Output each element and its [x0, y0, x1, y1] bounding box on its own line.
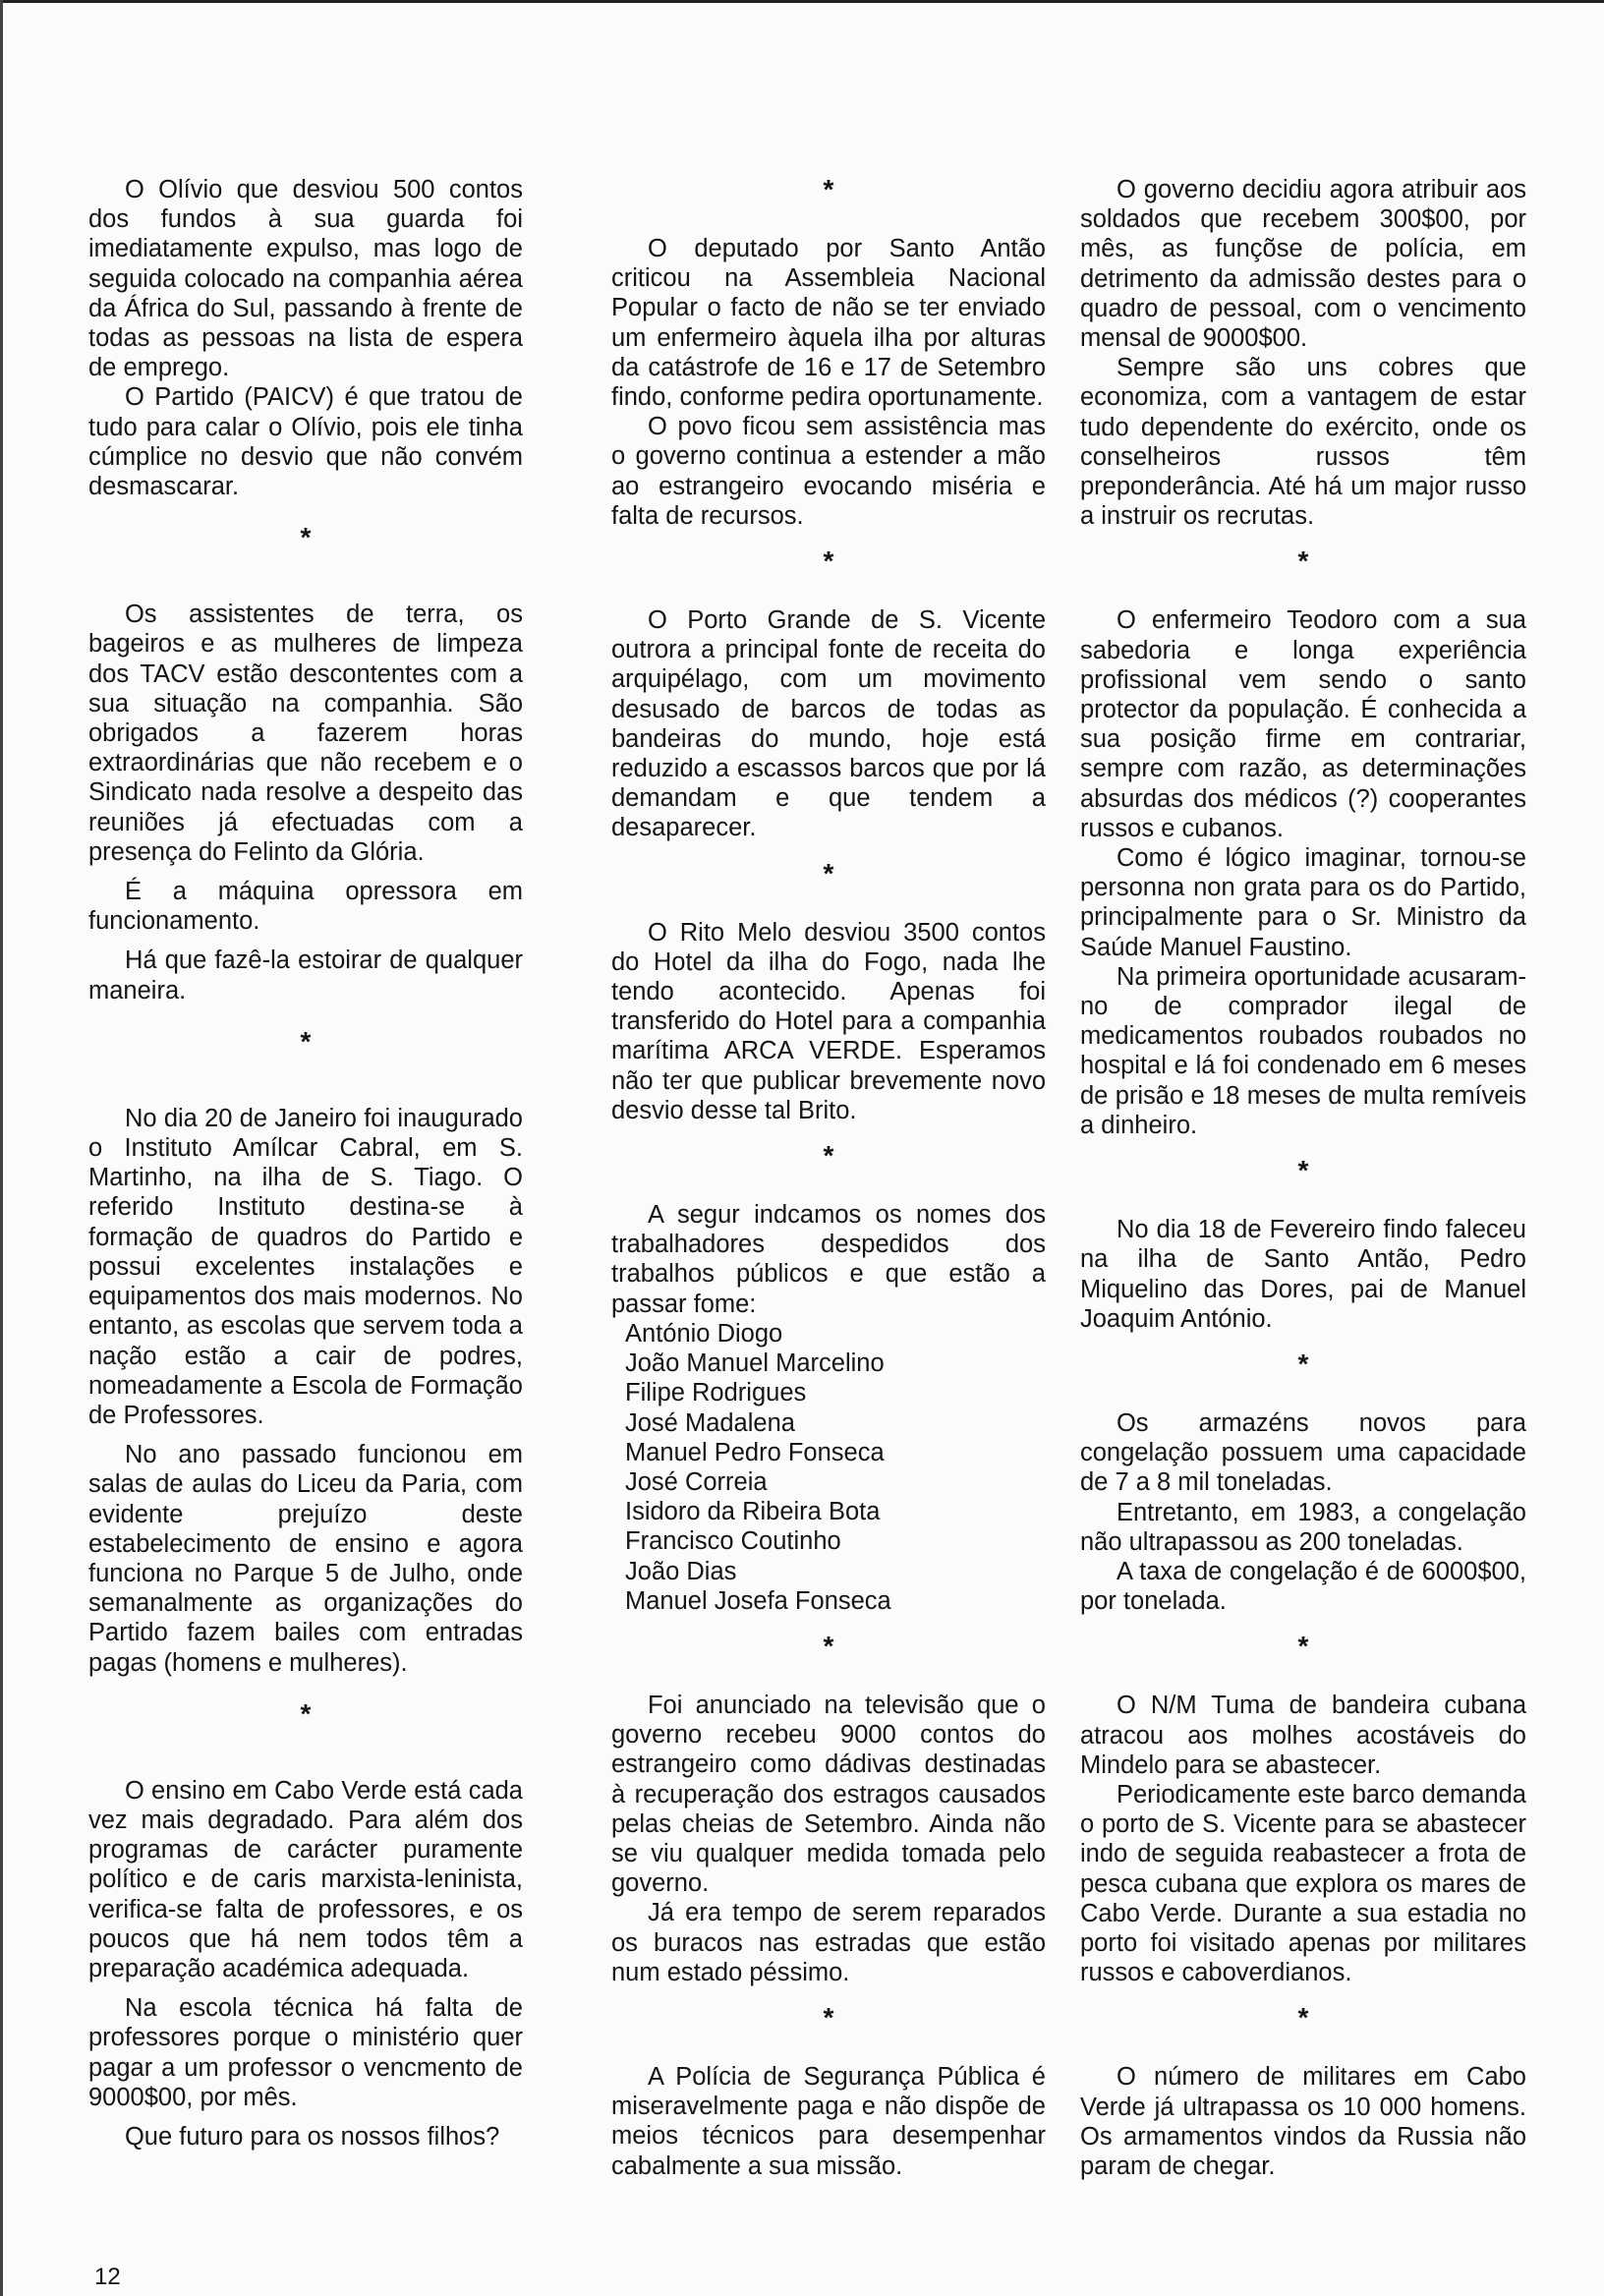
- section-separator: *: [823, 1630, 834, 1661]
- section-separator: *: [823, 857, 834, 889]
- page-left-rule: [0, 0, 3, 2296]
- article-paragraph: Entretanto, em 1983, a congelação não ultrapassou as 200 toneladas.: [1080, 1498, 1526, 1556]
- list-item: Francisco Coutinho: [625, 1527, 841, 1556]
- article-paragraph: Como é lógico imaginar, tornou-se personna non grata para os do Partido, principalmente para o Sr. Ministro da Saúde Manuel Faustino.: [1080, 844, 1526, 961]
- article-paragraph: Sempre são uns cobres que economiza, com a vantagem de estar tudo dependente do exército, onde os conselheiros russos têm preponderância. Até há um major russo a instruir os recrutas.: [1080, 354, 1526, 531]
- article-paragraph: O governo decidiu agora atribuir aos soldados que recebem 300$00, por mês, as funçõse de polícia, em detrimento da admissão destes para o quadro de pessoal, com o vencimento mensal de 9000$00.: [1080, 176, 1526, 353]
- list-item: José Madalena: [625, 1408, 795, 1437]
- list-item: João Manuel Marcelino: [625, 1349, 885, 1378]
- article-paragraph: O enfermeiro Teodoro com a sua sabedoria e longa experiência profissional vem sendo o santo protector da população. É conhecida a sua posição firme em contrariar, sempre com razão, as determinações absurdas dos médicos (?) cooperantes russos e cubanos.: [1080, 606, 1526, 842]
- article-paragraph: O deputado por Santo Antão criticou na Assembleia Nacional Popular o facto de não se ter enviado um enfermeiro àquela ilha por alturas da catástrofe de 16 e 17 de Setembro findo, conforme pedira oportunamente.: [611, 235, 1046, 412]
- column-2: [611, 175, 1046, 2181]
- list-item: José Correia: [625, 1467, 768, 1496]
- article-paragraph: Os assistentes de terra, os bageiros e as mulheres de limpeza dos TACV estão descontentes com a sua situação na companhia. São obrigados a fazerem horas extraordinárias que não recebem e o Sindicato nada resolve a despeito das reuniões já efectuadas com a presença do Felinto da Glória.: [88, 601, 523, 866]
- page-top-rule: [0, 0, 1604, 3]
- list-item: Isidoro da Ribeira Bota: [625, 1498, 881, 1526]
- section-separator: *: [1297, 2002, 1309, 2034]
- article-paragraph: É a máquina opressora em funcionamento.: [88, 878, 523, 936]
- dismissed-workers-list: [611, 1319, 1046, 1616]
- article-paragraph: Que futuro para os nossos filhos?: [124, 2122, 500, 2151]
- section-separator: *: [300, 1025, 312, 1057]
- list-item: Filipe Rodrigues: [625, 1379, 807, 1407]
- article-paragraph: No ano passado funcionou em salas de aulas do Liceu da Paria, com evidente prejuízo deste estabelecimento de ensino e agora funciona no Parque 5 de Julho, onde semanalmente as organizações do Partido fazem bailes com entradas pagas (homens e mulheres).: [88, 1441, 523, 1677]
- section-separator: *: [1297, 545, 1309, 577]
- section-separator: *: [1297, 1155, 1309, 1186]
- column-3: [1080, 175, 1526, 2181]
- column-1: [88, 175, 523, 2152]
- article-paragraph: Periodicamente este barco demanda o porto de S. Vicente para se abastecer indo de seguida reabastecer a frota de pesca cubana que explora os mares de Cabo Verde. Durante a sua estadia no porto foi visitado apenas por militares russos e caboverdianos.: [1080, 1780, 1526, 1987]
- list-item: Manuel Pedro Fonseca: [625, 1438, 885, 1466]
- section-separator: *: [823, 1140, 834, 1172]
- section-separator: *: [1297, 1631, 1309, 1662]
- article-paragraph: Na primeira oportunidade acusaram-no de comprador ilegal de medicamentos roubados roubados no hospital e lá foi condenado em 6 meses de prisão e 18 meses de multa remíveis a dinheiro.: [1080, 962, 1526, 1139]
- list-item: Manuel Josefa Fonseca: [625, 1586, 891, 1615]
- section-separator: *: [823, 545, 834, 577]
- section-separator: *: [1297, 1348, 1309, 1379]
- article-paragraph: O povo ficou sem assistência mas o governo continua a estender a mão ao estrangeiro evocando miséria e falta de recursos.: [611, 413, 1046, 530]
- page-number: 12: [94, 2264, 121, 2290]
- article-paragraph: O Rito Melo desviou 3500 contos do Hotel da ilha do Fogo, nada lhe tendo acontecido. Apenas foi transferido do Hotel para a companhia marítima ARCA VERDE. Esperamos não ter que publicar brevemente novo desvio desse tal Brito.: [611, 918, 1046, 1124]
- section-separator: *: [823, 174, 834, 204]
- article-paragraph: No dia 20 de Janeiro foi inaugurado o Instituto Amílcar Cabral, em S. Martinho, na ilha de S. Tiago. O referido Instituto destina-se à formação de quadros do Partido e possui excelentes instalações e equipamentos dos mais modernos. No entanto, as escolas que servem toda a nação estão a cair de podres, nomeadamente a Escola de Formação de Professores.: [88, 1104, 523, 1429]
- article-paragraph: O ensino em Cabo Verde está cada vez mais degradado. Para além dos programas de carácter puramente político e de caris marxista-leninista, verifica-se falta de professores, e os poucos que há nem todos têm a preparação académica adequada.: [88, 1776, 523, 1982]
- article-paragraph: Já era tempo de serem reparados os buracos nas estradas que estão num estado péssimo.: [611, 1899, 1046, 1986]
- list-item: João Dias: [625, 1557, 737, 1585]
- article-paragraph: O Partido (PAICV) é que tratou de tudo para calar o Olívio, pois ele tinha cúmplice no desvio que não convém desmascarar.: [88, 383, 523, 501]
- article-paragraph: A segur indcamos os nomes dos trabalhadores despedidos dos trabalhos públicos e que estão a passar fome:: [611, 1201, 1046, 1318]
- article-paragraph: Há que fazê-la estoirar de qualquer maneira.: [88, 947, 523, 1004]
- section-separator: *: [300, 1697, 312, 1729]
- list-item: António Diogo: [625, 1319, 783, 1348]
- article-paragraph: A Polícia de Segurança Pública é miseravelmente paga e não dispõe de meios técnicos para desempenhar cabalmente a sua missão.: [611, 2062, 1046, 2180]
- article-paragraph: O Olívio que desviou 500 contos dos fundos à sua guarda foi imediatamente expulso, mas logo de seguida colocado na companhia aérea da África do Sul, passando à frente de todas as pessoas na lista de espera de emprego.: [88, 176, 523, 382]
- article-paragraph: Os armazéns novos para congelação possuem uma capacidade de 7 a 8 mil toneladas.: [1080, 1408, 1526, 1497]
- section-separator: *: [823, 2001, 834, 2033]
- article-paragraph: O Porto Grande de S. Vicente outrora a principal fonte de receita do arquipélago, com um movimento desusado de barcos de todas as bandeiras do mundo, hoje está reduzido a escassos barcos que por lá demandam e que tendem a desaparecer.: [611, 606, 1046, 842]
- article-paragraph: O número de militares em Cabo Verde já ultrapassa os 10 000 homens. Os armamentos vindos da Russia não param de chegar.: [1080, 2063, 1526, 2180]
- article-paragraph: Foi anunciado na televisão que o governo recebeu 9000 contos do estrangeiro como dádivas destinadas à recuperação dos estragos causados pelas cheias de Setembro. Ainda não se viu qualquer medida tomada pelo governo.: [611, 1691, 1046, 1898]
- article-paragraph: A taxa de congelação é de 6000$00, por tonelada.: [1080, 1557, 1526, 1616]
- article-paragraph: No dia 18 de Fevereiro findo faleceu na ilha de Santo Antão, Pedro Miquelino das Dores, pai de Manuel Joaquim António.: [1080, 1216, 1526, 1333]
- article-paragraph: O N/M Tuma de bandeira cubana atracou aos molhes acostáveis do Mindelo para se abastecer.: [1080, 1692, 1526, 1779]
- article-paragraph: Na escola técnica há falta de professores porque o ministério quer pagar a um professor o vencmento de 9000$00, por mês.: [88, 1994, 523, 2111]
- section-separator: *: [300, 522, 312, 553]
